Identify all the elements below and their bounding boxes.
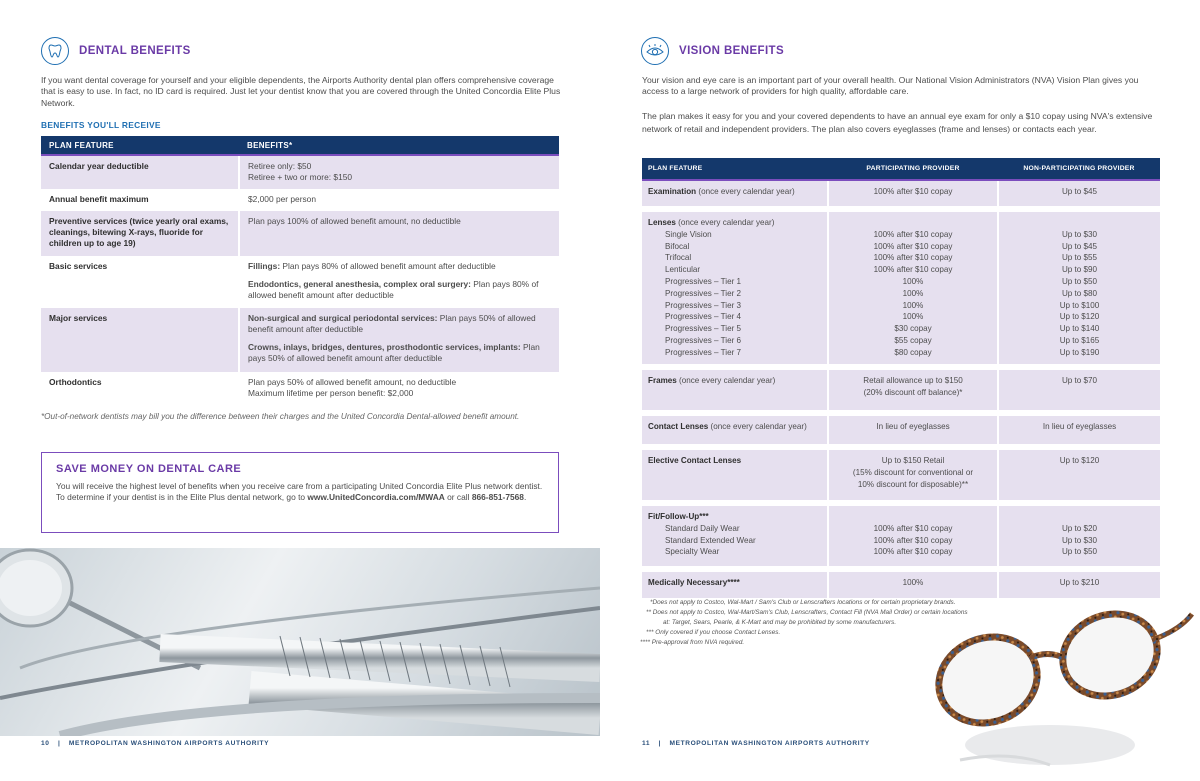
list-item: $30 copay [894, 324, 932, 334]
list-item: Up to $80 [1061, 288, 1098, 298]
vision-page [600, 0, 1200, 776]
list-item: Up to $120 [1059, 312, 1100, 322]
table-row [41, 155, 559, 189]
col-plan-feature: PLAN FEATURE [642, 158, 828, 180]
list-item: Up to $55 [1061, 253, 1098, 263]
table-row [642, 370, 1160, 410]
list-item: 100% after $10 copay [873, 265, 953, 275]
list-item: Up to $45 [1061, 241, 1098, 251]
table-row [41, 372, 559, 406]
save-money-text [56, 481, 544, 503]
footer [41, 740, 269, 747]
nonpar-cell [998, 212, 1160, 364]
list-item: Progressives – Tier 4 [665, 312, 742, 322]
footnote-2: ** Does not apply to Costco, Wal-Mart/Sam's Club, Lenscrafters, Contact Fill (NVA Mail Order) or certain locations [646, 609, 968, 616]
list-item: Specialty Wear [665, 547, 720, 557]
list-item: 100% [902, 300, 924, 310]
benefit-cell: Plan pays 100% of allowed benefit amount, no deductible [239, 211, 559, 256]
feature-note: (once every calendar year) [708, 422, 807, 431]
save-text: You will receive the highest level of benefits when you receive care from a participating United Concordia Elite Plus network dentist. To determine if your dentist is in the Elite Plus dental network, go to [56, 481, 543, 502]
par-cell [828, 506, 998, 566]
list-item: Up to $30 [1061, 229, 1098, 239]
page-number: 10 [41, 740, 50, 747]
benefit-text: Plan pays 50% of allowed benefit amount after deductible [248, 342, 540, 363]
benefit-text: Plan pays 80% of allowed benefit amount after deductible [248, 279, 539, 300]
list-item: Trifocal [665, 253, 692, 263]
par-cell [828, 212, 998, 364]
feature-cell [642, 450, 828, 500]
eyeglasses-image [930, 600, 1200, 776]
benefit-cell [239, 155, 559, 189]
feature-cell [642, 212, 828, 364]
benefit-text: Plan pays 50% of allowed benefit amount after deductible [248, 313, 536, 334]
feature-name: Frames [648, 376, 677, 385]
par-line: Up to $150 Retail [881, 456, 945, 465]
footnote-1: *Does not apply to Costco, Wal-Mart / Sam's Club or Lenscrafters locations or for certain proprietary brands. [650, 599, 956, 606]
benefit-line [248, 313, 551, 335]
table-header-row [642, 158, 1160, 180]
table-row [41, 189, 559, 211]
list-item: Up to $50 [1061, 276, 1098, 286]
par-cell: 100% after $10 copay [828, 180, 998, 206]
nonpar-cell: Up to $70 [998, 370, 1160, 410]
eye-icon [641, 37, 669, 65]
feature-note: (once every calendar year) [675, 218, 775, 227]
col-participating: PARTICIPATING PROVIDER [828, 158, 998, 180]
lens-type-list [648, 229, 821, 359]
par-line: (20% discount off balance)* [863, 387, 963, 397]
save-money-box [41, 452, 559, 533]
par-cell: In lieu of eyeglasses [828, 416, 998, 444]
par-cell [828, 370, 998, 410]
benefit-line: Retiree only: $50 [248, 161, 312, 171]
list-item: Progressives – Tier 7 [665, 347, 742, 357]
fit-type-list [648, 523, 821, 558]
list-item: Up to $140 [1059, 324, 1100, 334]
list-item: Single Vision [665, 229, 712, 239]
par-cell [828, 450, 998, 500]
benefit-term: Non-surgical and surgical periodontal services: [248, 313, 438, 323]
table-row [642, 416, 1160, 444]
dental-benefits-table [41, 136, 559, 406]
feature-name: Elective Contact Lenses [648, 456, 742, 465]
table-row [642, 450, 1160, 500]
par-line: (15% discount for conventional or [852, 467, 974, 477]
list-item: 100% after $10 copay [873, 241, 953, 251]
table-row [41, 308, 559, 372]
footer-separator: | [57, 740, 61, 747]
list-item: Up to $165 [1059, 335, 1100, 345]
list-item: Progressives – Tier 2 [665, 288, 742, 298]
feature-name: Examination [648, 187, 697, 196]
benefit-term: Fillings: [248, 261, 281, 271]
footer-org: METROPOLITAN WASHINGTON AIRPORTS AUTHORITY [669, 740, 870, 747]
benefit-cell [239, 308, 559, 372]
feature-cell: Major services [41, 308, 239, 372]
col-benefits: BENEFITS* [239, 136, 559, 155]
nonpar-cell: Up to $210 [998, 572, 1160, 598]
benefit-cell: $2,000 per person [248, 194, 316, 204]
list-item: Progressives – Tier 6 [665, 335, 742, 345]
list-item: Standard Daily Wear [665, 523, 740, 533]
save-or: or call [444, 492, 472, 502]
table-row [642, 572, 1160, 598]
list-item: Progressives – Tier 5 [665, 324, 742, 334]
list-item: Standard Extended Wear [665, 535, 756, 545]
feature-heading [648, 217, 821, 229]
dental-footnote: *Out-of-network dentists may bill you the difference between their charges and the United Concordia Dental-allowed benefit amount. [41, 412, 520, 421]
table-row [642, 180, 1160, 206]
vision-footnotes [640, 598, 968, 648]
vision-intro-1: Your vision and eye care is an important part of your overall health. Our National Vision Administrators (NVA) Vision Plan gives you access to a large network of providers for high quality, affordable care. [642, 75, 1139, 97]
lens-par-list [835, 229, 991, 359]
benefit-line: Maximum lifetime per person benefit: $2,000 [248, 388, 414, 398]
benefit-line [248, 261, 551, 272]
feature-cell: Preventive services (twice yearly oral exams, cleanings, bitewing X-rays, fluoride for children up to age 19) [41, 211, 239, 256]
footnote-4: **** Pre-approval from NVA required. [640, 639, 745, 646]
benefit-line: Plan pays 50% of allowed benefit amount, no deductible [248, 377, 457, 387]
feature-cell: Orthodontics [41, 372, 239, 406]
benefit-line [248, 279, 551, 301]
list-item: Up to $90 [1061, 265, 1098, 275]
benefit-term: Crowns, inlays, bridges, dentures, prosthodontic services, implants: [248, 342, 521, 352]
list-item: 100% after $10 copay [873, 253, 953, 263]
feature-cell [642, 572, 828, 598]
feature-name: Lenses [648, 218, 676, 227]
col-plan-feature: PLAN FEATURE [41, 136, 239, 155]
feature-cell [642, 416, 828, 444]
benefit-text: Plan pays 80% of allowed benefit amount after deductible [280, 261, 496, 271]
save-money-title: SAVE MONEY ON DENTAL CARE [56, 463, 242, 475]
feature-name: Medically Necessary**** [648, 578, 740, 587]
list-item: Up to $190 [1059, 347, 1100, 357]
list-item: Lenticular [665, 265, 701, 275]
list-item: 100% [902, 276, 924, 286]
par-line: 10% discount for disposable)** [857, 479, 969, 489]
list-item: 100% [902, 288, 924, 298]
lens-nonpar-list [1005, 229, 1154, 359]
dental-instruments-photo [0, 548, 600, 736]
nonpar-cell: In lieu of eyeglasses [998, 416, 1160, 444]
nonpar-cell: Up to $120 [998, 450, 1160, 500]
nonpar-cell [998, 506, 1160, 566]
list-item: Up to $20 [1061, 523, 1098, 533]
page-number: 11 [642, 740, 651, 747]
table-row [642, 506, 1160, 566]
benefit-line: Retiree + two or more: $150 [248, 172, 353, 182]
feature-cell [642, 180, 828, 206]
table-row [41, 256, 559, 308]
united-concordia-link[interactable]: www.UnitedConcordia.com/MWAA [307, 492, 445, 502]
col-non-participating: NON-PARTICIPATING PROVIDER [998, 158, 1160, 180]
dental-header [41, 37, 191, 65]
feature-note: (once every calendar year) [696, 187, 795, 196]
footer-separator: | [658, 740, 662, 747]
list-item: 100% after $10 copay [873, 547, 953, 557]
list-item: Progressives – Tier 3 [665, 300, 742, 310]
benefit-term: Endodontics, general anesthesia, complex oral surgery: [248, 279, 471, 289]
feature-note: (once every calendar year) [676, 376, 776, 385]
table-row [642, 212, 1160, 364]
list-item: Progressives – Tier 1 [665, 276, 742, 286]
list-item: Up to $50 [1061, 547, 1098, 557]
table-header-row [41, 136, 559, 155]
list-item: Up to $100 [1059, 300, 1100, 310]
vision-intro-2: The plan makes it easy for you and your covered dependents to have an annual eye exam for only a $10 copay using NVA's extensive network of retail and independent providers. The plan also covers eyeglasses (frame and lenses) or contacts each year. [642, 111, 1153, 135]
list-item: 100% after $10 copay [873, 229, 953, 239]
feature-cell [642, 370, 828, 410]
benefit-cell [239, 372, 559, 406]
footer-org: METROPOLITAN WASHINGTON AIRPORTS AUTHORITY [68, 740, 270, 747]
list-item: $55 copay [894, 335, 932, 345]
par-line: Retail allowance up to $150 [863, 376, 963, 385]
phone-number: 866-851-7568 [471, 492, 524, 502]
feature-cell: Calendar year deductible [41, 155, 239, 189]
list-item: 100% [902, 312, 924, 322]
save-end: . [523, 492, 527, 502]
benefits-subhead: BENEFITS YOU'LL RECEIVE [41, 120, 161, 130]
benefit-cell [239, 256, 559, 308]
list-item: 100% after $10 copay [873, 535, 953, 545]
tooth-icon [41, 37, 69, 65]
vision-benefits-table [642, 158, 1160, 598]
dental-intro: If you want dental coverage for yourself and your eligible dependents, the Airports Authority dental plan offers comprehensive coverage that is easy to use. In fact, no ID card is required. Just let your dentist know that you are covered through the United Concordia Elite Plus Network. [41, 75, 561, 108]
footnote-3: *** Only covered if you choose Contact Lenses. [646, 629, 781, 636]
benefit-line [248, 342, 551, 364]
fit-par-list [835, 523, 991, 558]
feature-name: Fit/Follow-Up*** [648, 512, 709, 521]
list-item: 100% after $10 copay [873, 523, 953, 533]
feature-cell: Basic services [41, 256, 239, 308]
footer [642, 740, 870, 747]
feature-cell: Annual benefit maximum [41, 189, 239, 211]
page-title: VISION BENEFITS [679, 45, 785, 57]
table-row [41, 211, 559, 256]
feature-name: Contact Lenses [648, 422, 709, 431]
page-title: DENTAL BENEFITS [79, 45, 191, 57]
list-item: Bifocal [665, 241, 690, 251]
dental-page [0, 0, 600, 776]
par-cell: 100% [828, 572, 998, 598]
nonpar-cell: Up to $45 [998, 180, 1160, 206]
footnote-2-cont: at: Target, Sears, Pearle, & K-Mart and may be prohibited by some manufacturers. [663, 619, 897, 626]
list-item: Up to $30 [1061, 535, 1098, 545]
feature-cell [642, 506, 828, 566]
list-item: $80 copay [894, 347, 932, 357]
vision-header [641, 37, 784, 65]
fit-nonpar-list [1005, 523, 1154, 558]
